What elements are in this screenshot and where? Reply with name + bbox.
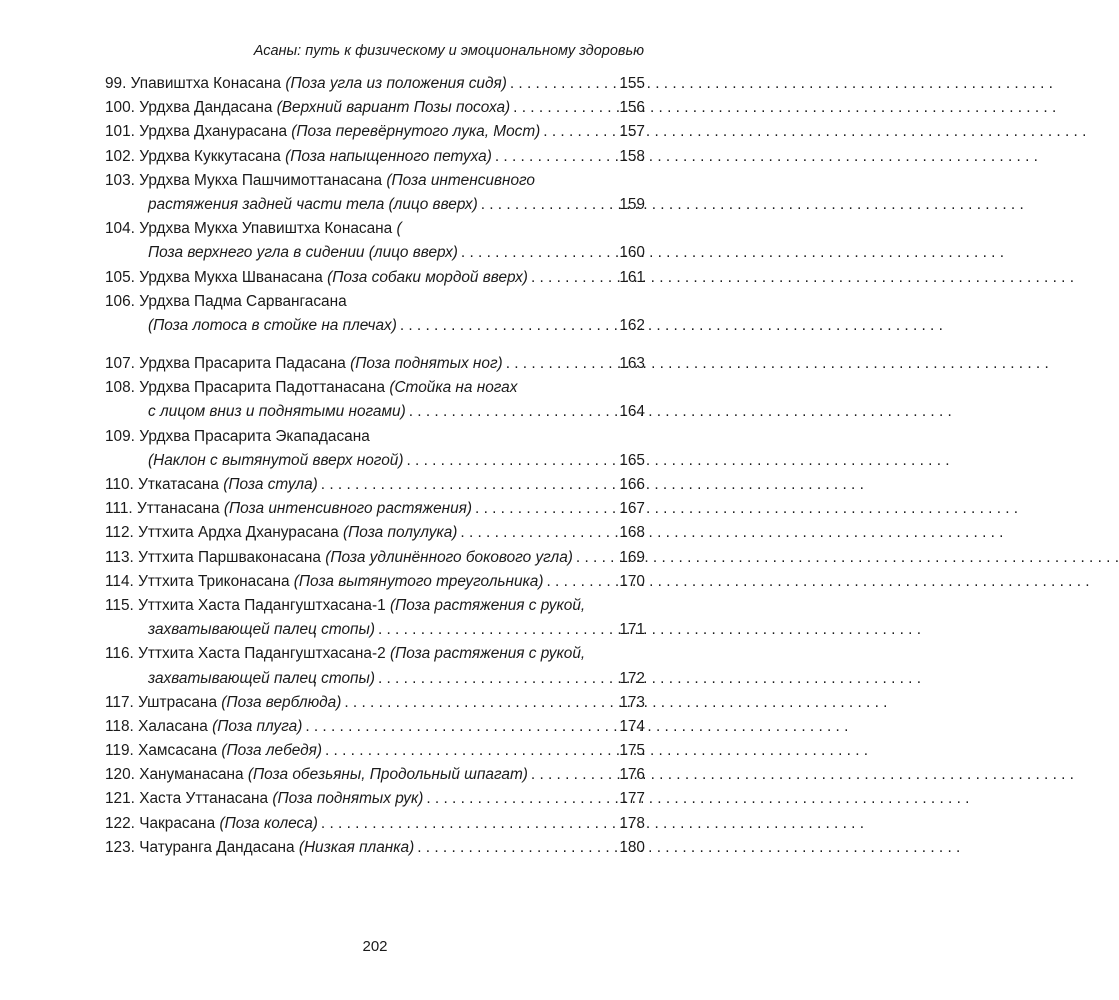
toc-page-number: 165 (619, 451, 645, 469)
toc-entry-text (105, 72, 507, 96)
toc-page-number: 162 (619, 316, 645, 334)
asana-translation: (Поза растяжения с рукой, (389, 645, 586, 663)
toc-page-number: 174 (619, 717, 645, 735)
toc-entry-text (105, 425, 370, 449)
dot-leader (495, 145, 616, 169)
asana-translation: (Поза плуга) (212, 717, 303, 735)
toc-page-number: 163 (619, 355, 645, 373)
asana-translation: (Низкая планка) (298, 838, 415, 856)
entry-number: 100. (105, 99, 140, 117)
toc-line (105, 449, 645, 473)
toc-line (105, 376, 645, 400)
asana-translation: (Наклон с вытянутой вверх ногой) (148, 451, 404, 469)
asana-name: Хануманасана (139, 766, 248, 784)
entry-number: 114. (105, 572, 139, 590)
dot-leader (475, 497, 616, 521)
toc-line (105, 145, 645, 169)
toc-entry-text (148, 618, 375, 642)
asana-name: Урдхва Мукха Пашчимоттанасана (139, 171, 387, 189)
entry-number: 116. (105, 645, 139, 663)
entry-number: 117. (105, 693, 139, 711)
toc-entry-text (105, 812, 318, 836)
toc-line (105, 473, 645, 497)
toc-line (105, 352, 645, 376)
asana-translation: (Поза интенсивного растяжения) (223, 500, 473, 518)
toc-entry-text (148, 667, 375, 691)
toc-entry-text (148, 400, 406, 424)
dot-leader (378, 618, 616, 642)
asana-name: Уткатасана (138, 476, 224, 493)
toc-page-number: 167 (619, 500, 645, 518)
asana-name: Уттхита Хаста Падангуштхасана-2 (138, 645, 390, 663)
dot-leader (406, 449, 616, 473)
toc-entry-text (105, 266, 528, 290)
dot-leader (426, 787, 616, 811)
asana-name: Уттхита Ардха Дханурасана (138, 524, 344, 542)
toc-page-number: 155 (619, 75, 645, 92)
dot-leader (576, 546, 616, 570)
asana-translation: захватывающей палец стопы) (148, 669, 375, 687)
entry-number: 110. (105, 476, 139, 493)
toc-line (105, 642, 645, 666)
dot-leader (510, 72, 616, 96)
toc-entry-text (105, 521, 457, 545)
dot-leader (531, 763, 616, 787)
entry-number: 107. (105, 355, 140, 373)
asana-name: Хаста Уттанасана (139, 790, 273, 808)
asana-name: Уттанасана (136, 500, 224, 518)
toc-line (105, 836, 645, 860)
entry-number: 102. (105, 147, 140, 165)
asana-translation: (Поза перевёрнутого лука, Мост) (291, 123, 541, 141)
dot-leader (305, 715, 616, 739)
toc-page-number: 175 (619, 742, 645, 760)
entry-number: 123. (105, 838, 140, 856)
table-of-contents (105, 72, 645, 860)
dot-leader (325, 739, 616, 763)
asana-translation: растяжения задней части тела (лицо вверх) (148, 195, 478, 213)
dot-leader (461, 241, 616, 265)
entry-number: 103. (105, 171, 140, 189)
toc-page-number: 173 (619, 693, 645, 711)
toc-page-number: 164 (619, 403, 645, 421)
toc-entry-text (105, 787, 423, 811)
asana-name: Халасана (138, 717, 213, 735)
entry-number: 109. (105, 427, 140, 445)
toc-entry-text (105, 473, 318, 497)
entry-number: 105. (105, 268, 140, 286)
dot-leader (378, 667, 616, 691)
toc-line (105, 266, 645, 290)
entry-number: 101. (105, 123, 140, 141)
asana-name: Урдхва Падма Сарвангасана (139, 292, 347, 310)
toc-entry-text (105, 169, 535, 193)
toc-entry-text (105, 570, 543, 594)
asana-name: Чакрасана (139, 814, 220, 832)
asana-translation: (Поза полулука) (343, 524, 458, 542)
toc-page-number: 169 (619, 548, 645, 566)
asana-name: Урдхва Дханурасана (139, 123, 292, 141)
asana-name: Урдхва Прасарита Падоттанасана (139, 379, 390, 397)
asana-name: Упавиштха Конасана (130, 75, 286, 92)
dot-leader (513, 96, 616, 120)
asana-translation: (Поза интенсивного (386, 171, 535, 189)
toc-entry-text (105, 691, 341, 715)
dot-leader (321, 473, 617, 497)
toc-line (105, 546, 645, 570)
dot-leader (506, 352, 617, 376)
asana-translation: (Поза вытянутого треугольника) (293, 572, 544, 590)
toc-line (105, 594, 645, 618)
asana-translation: (Верхний вариант Позы посоха) (276, 99, 511, 117)
toc-line (105, 618, 645, 642)
asana-translation: захватывающей палец стопы) (148, 621, 375, 639)
toc-entry-text (105, 546, 573, 570)
asana-translation: (Поза обезьяны, Продольный шпагат) (247, 766, 528, 784)
toc-line (105, 96, 645, 120)
toc-line (105, 290, 645, 314)
toc-line (105, 667, 645, 691)
entry-number: 122. (105, 814, 140, 832)
asana-translation: (Поза удлинённого бокового угла) (325, 548, 573, 566)
toc-entry-text (105, 96, 510, 120)
toc-line (105, 787, 645, 811)
entry-number: 106. (105, 292, 140, 310)
toc-page-number: 161 (619, 268, 645, 286)
toc-entry-text (105, 145, 492, 169)
toc-entry-text (105, 120, 540, 144)
toc-entry-text (105, 763, 528, 787)
asana-name: Урдхва Куккутасана (139, 147, 286, 165)
asana-translation: Поза верхнего угла в сидении (лицо вверх) (148, 244, 458, 262)
entry-number: 121. (105, 790, 140, 808)
asana-translation: (Поза лебедя) (221, 742, 322, 760)
toc-entry-text (105, 594, 585, 618)
toc-line (105, 169, 645, 193)
asana-name: Уттхита Паршваконасана (138, 548, 326, 566)
entry-number: 113. (105, 548, 139, 566)
asana-name: Урдхва Мукха Шванасана (139, 268, 328, 286)
toc-entry-text (148, 449, 403, 473)
toc-page-number: 166 (619, 476, 645, 493)
toc-line (105, 217, 645, 241)
dot-leader (409, 400, 617, 424)
asana-translation: (Поза угла из положения сидя) (285, 75, 507, 92)
asana-translation: (Поза растяжения с рукой, (389, 596, 586, 614)
asana-translation: (Поза поднятых рук) (272, 790, 424, 808)
toc-page-number: 159 (619, 195, 645, 213)
entry-number: 118. (105, 717, 139, 735)
dot-leader (546, 570, 616, 594)
toc-line (105, 425, 645, 449)
toc-page-number: 171 (619, 621, 645, 639)
asana-translation: (Стойка на ногах (389, 379, 518, 397)
asana-translation: (Поза лотоса в стойке на плечах) (148, 316, 397, 334)
asana-translation: (Поза верблюда) (221, 693, 342, 711)
toc-entry-text (105, 739, 322, 763)
toc-page-number: 176 (619, 766, 645, 784)
toc-page-number: 156 (619, 99, 645, 117)
entry-number: 119. (105, 742, 139, 760)
toc-line (105, 570, 645, 594)
entry-number: 120. (105, 766, 140, 784)
entry-number: 111. (105, 500, 137, 518)
asana-translation: ( (396, 220, 402, 238)
toc-entry-text (105, 376, 517, 400)
entry-number: 112. (105, 524, 139, 542)
toc-line (105, 691, 645, 715)
toc-line (105, 314, 645, 338)
asana-translation: (Поза колеса) (219, 814, 318, 832)
toc-entry-text (105, 642, 585, 666)
toc-entry-text (148, 241, 458, 265)
dot-leader (460, 521, 616, 545)
toc-line (105, 521, 645, 545)
toc-line (105, 763, 645, 787)
entry-number: 108. (105, 379, 140, 397)
asana-name: Уттхита Триконасана (138, 572, 294, 590)
asana-name: Чатуранга Дандасана (139, 838, 299, 856)
toc-entry-text (105, 217, 402, 241)
toc-page-number: 180 (619, 838, 645, 856)
toc-entry-text (148, 193, 478, 217)
dot-leader (481, 193, 617, 217)
toc-line (105, 120, 645, 144)
toc-page-number: 178 (619, 814, 645, 832)
entry-number: 99. (105, 75, 131, 92)
asana-translation: с лицом вниз и поднятыми ногами) (148, 403, 406, 421)
asana-name: Урдхва Мукха Упавиштха Конасана (139, 220, 397, 238)
toc-page-number: 157 (619, 123, 645, 141)
dot-leader (400, 314, 616, 338)
asana-name: Урдхва Дандасана (139, 99, 277, 117)
dot-leader (344, 691, 616, 715)
toc-line (105, 739, 645, 763)
toc-page-number: 168 (619, 524, 645, 542)
toc-line (105, 812, 645, 836)
dot-leader (531, 266, 616, 290)
toc-line (105, 715, 645, 739)
toc-entry-text (105, 497, 472, 521)
toc-page-number: 170 (619, 572, 645, 590)
toc-line (105, 72, 645, 96)
asana-name: Урдхва Прасарита Экападасана (139, 427, 370, 445)
toc-entry-text (105, 290, 347, 314)
toc-page-number: 160 (619, 244, 645, 262)
asana-translation: (Поза собаки мордой вверх) (327, 268, 528, 286)
asana-name: Уштрасана (138, 693, 222, 711)
toc-line (105, 193, 645, 217)
toc-page-number: 172 (619, 669, 645, 687)
toc-page-number: 177 (619, 790, 645, 808)
asana-translation: (Поза поднятых ног) (350, 355, 503, 373)
running-header: Асаны: путь к физическому и эмоциональному здоровью (253, 43, 644, 59)
toc-line (105, 400, 645, 424)
asana-name: Урдхва Прасарита Падасана (139, 355, 351, 373)
entry-number: 115. (105, 596, 139, 614)
toc-entry-text (148, 314, 397, 338)
toc-entry-text (105, 836, 414, 860)
toc-line (105, 497, 645, 521)
asana-name: Хамсасана (138, 742, 222, 760)
asana-translation: (Поза стула) (223, 476, 318, 493)
dot-leader (321, 812, 616, 836)
dot-leader (417, 836, 616, 860)
toc-entry-text (105, 715, 302, 739)
toc-page-number: 158 (619, 147, 645, 165)
toc-line (105, 241, 645, 265)
asana-translation: (Поза напыщенного петуха) (285, 147, 492, 165)
page-number: 202 (362, 938, 388, 955)
toc-entry-text (105, 352, 503, 376)
entry-number: 104. (105, 220, 140, 238)
asana-name: Уттхита Хаста Падангуштхасана-1 (138, 596, 390, 614)
dot-leader (543, 120, 616, 144)
